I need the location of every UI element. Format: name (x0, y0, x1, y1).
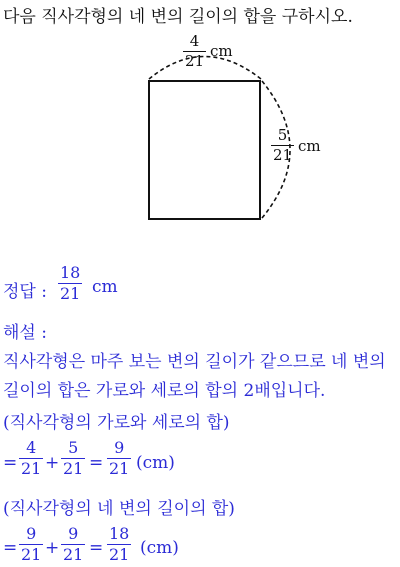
side-length-fraction (271, 128, 294, 163)
equation-2-plus: + (45, 538, 60, 558)
equation-1-term-a-denominator: 21 (21, 459, 42, 478)
side-length-unit: cm (298, 137, 321, 155)
equation-2-result-denominator: 21 (109, 545, 130, 564)
top-length-numerator: 4 (189, 32, 200, 50)
equation-2-term-a (19, 526, 43, 563)
explanation-subheading-1: (직사각형의 가로와 세로의 합) (3, 413, 230, 433)
rectangle-shape (149, 81, 260, 219)
equation-1-unit: (cm) (136, 453, 175, 473)
explanation-text-line-2: 길이의 합은 가로와 세로의 합의 2배입니다. (3, 381, 326, 401)
explanation-text-line-1: 직사각형은 마주 보는 변의 길이가 같으므로 네 변의 (3, 352, 386, 372)
equation-2-term-a-numerator: 9 (26, 524, 37, 543)
question-text: 다음 직사각형의 네 변의 길이의 합을 구하시오. (3, 7, 353, 27)
equation-2-equals-2: = (89, 538, 104, 558)
equation-2-unit: (cm) (140, 538, 179, 558)
equation-1-term-b (61, 440, 85, 477)
explanation-label: 해설 : (3, 323, 47, 343)
answer-denominator: 21 (60, 284, 81, 303)
top-length-fraction (183, 34, 206, 69)
equation-2-equals: = (3, 538, 18, 558)
equation-1-equals: = (3, 453, 18, 473)
equation-2-term-b (61, 526, 85, 563)
equation-1-term-b-numerator: 5 (68, 438, 79, 457)
equation-1-result-denominator: 21 (109, 459, 130, 478)
answer-label: 정답 : (3, 282, 47, 302)
answer-numerator: 18 (60, 263, 81, 282)
equation-1-result (107, 440, 131, 477)
equation-1-plus: + (45, 453, 60, 473)
equation-2-result (107, 526, 131, 563)
answer-unit: cm (92, 277, 118, 297)
equation-2-term-b-denominator: 21 (63, 545, 84, 564)
equation-1-term-a (19, 440, 43, 477)
explanation-subheading-2: (직사각형의 네 변의 길이의 합) (3, 499, 235, 519)
top-length-unit: cm (210, 42, 233, 60)
answer-fraction (58, 265, 82, 302)
equation-1-result-numerator: 9 (114, 438, 125, 457)
equation-1-equals-2: = (89, 453, 104, 473)
side-length-denominator: 21 (273, 146, 293, 164)
side-length-numerator: 5 (277, 126, 288, 144)
equation-1-term-b-denominator: 21 (63, 459, 84, 478)
equation-2-term-a-denominator: 21 (21, 545, 42, 564)
top-length-denominator: 21 (185, 52, 205, 70)
equation-2-term-b-numerator: 9 (68, 524, 79, 543)
equation-1-term-a-numerator: 4 (26, 438, 37, 457)
equation-2-result-numerator: 18 (109, 524, 130, 543)
